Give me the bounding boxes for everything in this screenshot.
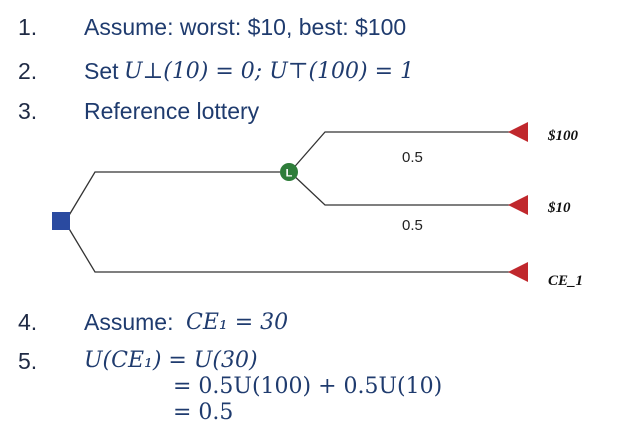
step-2-formula: U⊥(10) = 0; U⊤(100) = 1 <box>124 59 415 84</box>
step-5-line-3: = 0.5 <box>173 400 234 425</box>
step-3-number: 3. <box>18 98 38 124</box>
step-3-text: Reference lottery <box>84 98 260 124</box>
outcome-label-ce: CE_1 <box>548 273 584 289</box>
step-5-number: 5. <box>18 348 38 374</box>
step-2-text: Set <box>84 58 119 84</box>
certain-branch-line <box>65 222 520 272</box>
step-2-number: 2. <box>18 58 38 84</box>
step-1-number: 1. <box>18 14 38 40</box>
step-5-line-1: U(CE₁) = U(30) <box>84 348 258 373</box>
outcome-label-10: $10 <box>548 200 571 216</box>
step-4-text: Assume: <box>84 309 174 335</box>
leaf-triangle-ce <box>508 262 528 282</box>
leaf-triangle-10 <box>508 195 528 215</box>
step-1-text: Assume: worst: $10, best: $100 <box>84 14 407 40</box>
decision-node <box>52 212 70 230</box>
probability-label-2: 0.5 <box>402 217 423 234</box>
outcome-label-100: $100 <box>548 128 578 144</box>
probability-label-1: 0.5 <box>402 149 423 166</box>
step-4-formula: CE₁ = 30 <box>186 310 289 335</box>
leaf-triangle-100 <box>508 122 528 142</box>
step-5-line-2: = 0.5U(100) + 0.5U(10) <box>173 374 443 399</box>
step-4-number: 4. <box>18 309 38 335</box>
upper-branch-line <box>65 172 280 222</box>
branch-10-line <box>290 172 520 205</box>
chance-node-label: L <box>285 167 293 180</box>
